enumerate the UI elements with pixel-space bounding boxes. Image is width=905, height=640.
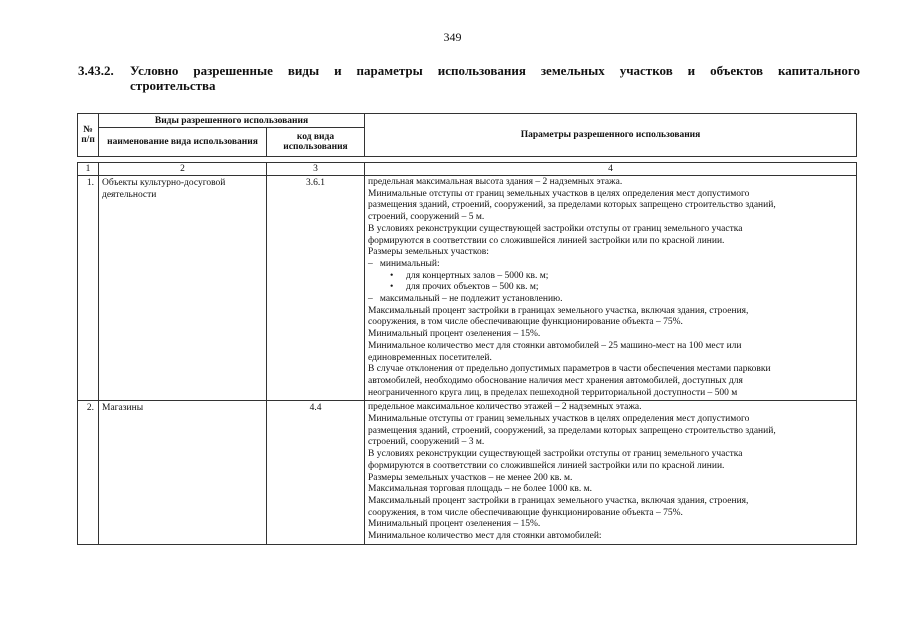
section-title-line2: строительства [130, 78, 216, 93]
params-line: Размеры земельных участков: [368, 247, 489, 258]
table-row [78, 401, 857, 544]
use-code: 3.6.1 [267, 176, 365, 401]
use-code: 4.4 [267, 401, 365, 544]
header-col-name: наименование вида использования [99, 128, 267, 157]
params-line: Минимальный процент озеленения – 15%. [368, 519, 541, 530]
row-number: 1. [78, 176, 99, 401]
params-line: неограниченного круга лиц, в пределах пешеходной территориальной доступности – 500 м [368, 387, 738, 398]
params-line: формируются в соответствии со сложившейся линией застройки или по красной линии. [368, 460, 725, 471]
section-number: 3.43.2. [78, 63, 114, 78]
header-col-params: Параметры разрешенного использования [365, 114, 857, 157]
params-line: В условиях реконструкции существующей застройки отступы от границ земельного участка [368, 223, 743, 234]
params-line: Минимальные отступы от границ земельных участков в целях определения мест допустимого [368, 414, 750, 425]
use-params [365, 176, 857, 401]
page-number: 349 [443, 30, 462, 44]
params-line: Минимальное количество мест для стоянки автомобилей – 25 машино-мест на 100 мест или [368, 340, 742, 351]
params-line: Минимальное количество мест для стоянки автомобилей: [368, 531, 602, 542]
params-line: строений, сооружений – 5 м. [368, 212, 485, 223]
params-line: Минимальные отступы от границ земельных участков в целях определения мест допустимого [368, 188, 750, 199]
params-line: предельное максимальное количество этажей – 2 надземных этажа. [368, 402, 642, 413]
use-name: Объекты культурно-досуговой деятельности [99, 176, 267, 401]
params-bullet-line [368, 271, 853, 283]
column-number: 3 [267, 163, 365, 176]
use-params [365, 401, 857, 544]
header-col-code: код вида использования [267, 128, 365, 157]
params-line: формируются в соответствии со сложившейся линией застройки или по красной линии. [368, 235, 725, 246]
params-bullet-text: для концертных залов – 5000 кв. м; [406, 270, 549, 281]
section-heading [78, 63, 860, 93]
params-bullet-text: для прочих объектов – 500 кв. м; [406, 282, 539, 293]
params-line: Максимальный процент застройки в границах земельного участка, включая здания, строения, [368, 495, 749, 506]
params-line: сооружения, в том числе обеспечивающие функционирование объекта – 75%. [368, 317, 683, 328]
params-line: – максимальный – не подлежит установлению. [368, 294, 563, 305]
table-header [77, 113, 857, 157]
params-line: сооружения, в том числе обеспечивающие функционирование объекта – 75%. [368, 507, 683, 518]
column-number: 4 [365, 163, 857, 176]
params-line: Максимальная торговая площадь – не более 1000 кв. м. [368, 484, 593, 495]
header-col-num: № п/п [78, 114, 99, 157]
params-line: размещения зданий, строений, сооружений, за пределами которых запрещено строительство зданий, [368, 425, 776, 436]
params-line: Минимальный процент озеленения – 15%. [368, 329, 541, 340]
params-line: строений, сооружений – 3 м. [368, 437, 485, 448]
column-number-row [78, 163, 857, 176]
column-number: 1 [78, 163, 99, 176]
params-line: единовременных посетителей. [368, 352, 492, 363]
column-number: 2 [99, 163, 267, 176]
params-line: Размеры земельных участков – не менее 200 кв. м. [368, 472, 573, 483]
params-line: размещения зданий, строений, сооружений, за пределами которых запрещено строительство зданий, [368, 200, 776, 211]
header-group: Виды разрешенного использования [99, 114, 365, 128]
params-line: В условиях реконструкции существующей застройки отступы от границ земельного участка [368, 449, 743, 460]
params-line: предельная максимальная высота здания – 2 надземных этажа. [368, 177, 623, 187]
params-line: Максимальный процент застройки в границах земельного участка, включая здания, строения, [368, 305, 749, 316]
params-bullet-line [368, 282, 853, 294]
row-number: 2. [78, 401, 99, 544]
params-table [77, 162, 857, 545]
use-name: Магазины [99, 401, 267, 544]
section-title-line1: Условно разрешенные виды и параметры использования земельных участков и объектов капитального [130, 63, 860, 78]
table-row [78, 176, 857, 401]
params-line: автомобилей, необходимо обоснование наличия мест хранения автомобилей, доступных для [368, 375, 743, 386]
params-line: – минимальный: [368, 258, 440, 269]
params-line: В случае отклонения от предельно допустимых параметров в части обеспечения местами парковки [368, 364, 771, 375]
